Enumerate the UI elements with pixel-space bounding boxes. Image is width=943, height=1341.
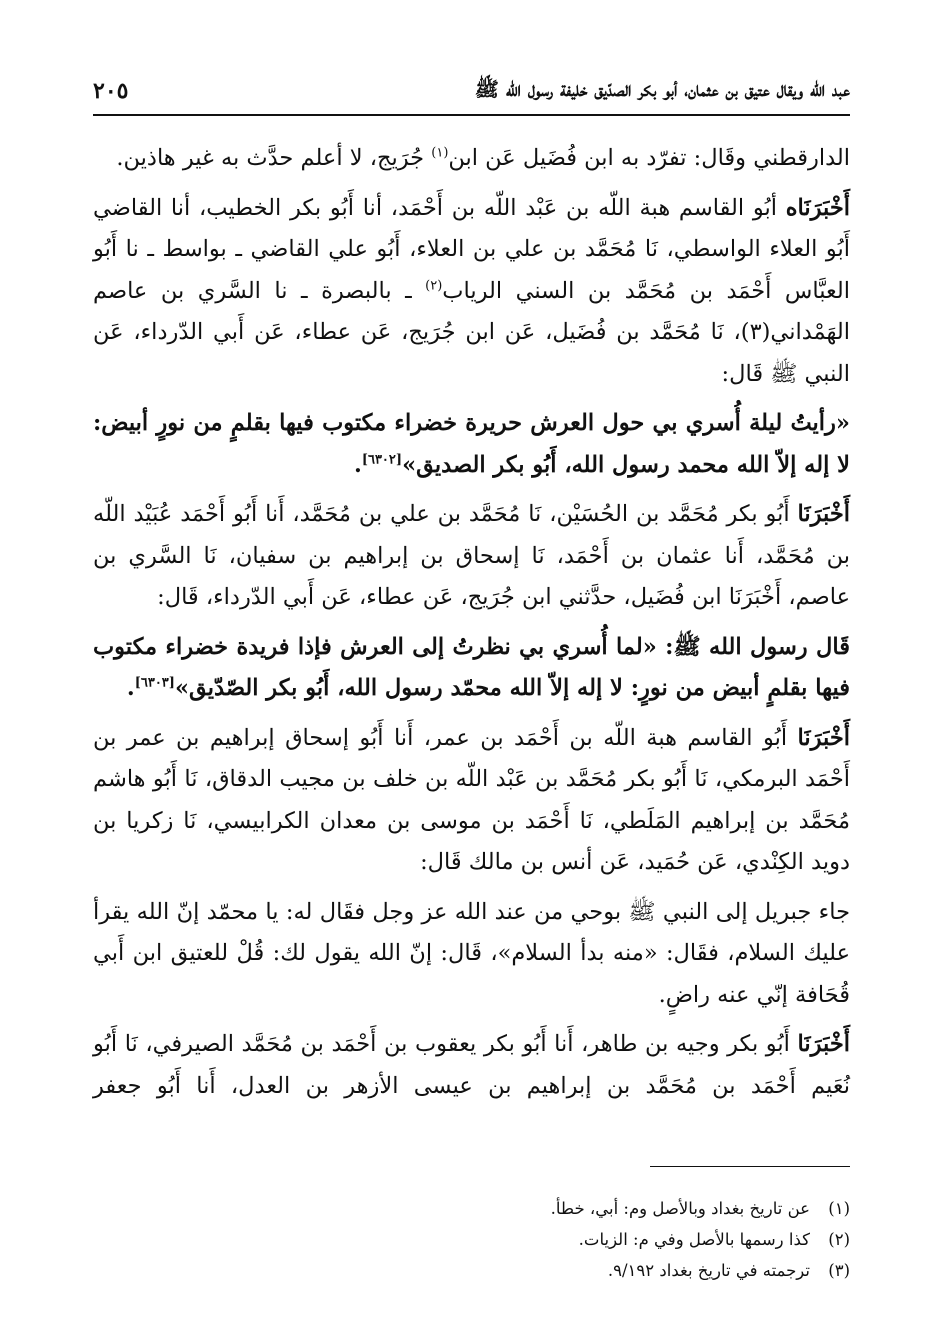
footnote xyxy=(93,1224,850,1255)
footnote-text: ترجمته في تاريخ بغداد ٩/١٩٢. xyxy=(607,1261,810,1280)
paragraph xyxy=(93,188,850,396)
footnote-text: كذا رسمها بالأصل وفي م: الزيات. xyxy=(578,1230,810,1249)
chain-lead-word: أَخْبَرَنَاه xyxy=(785,194,850,221)
hadith-quote xyxy=(93,403,850,486)
paragraph xyxy=(93,718,850,884)
paragraph-text: ـ بالبصرة ـ نا السَّري بن عاصم الهَمْداني(٣)، نَا مُحَمَّد بن فُضَيل، عَن ابن جُرَيج، عَن عطاء، عَن أَبي الدّرداء، عَن النبي ﷺ قَال: xyxy=(93,277,850,387)
chain-lead-word: أَخْبَرَنَا xyxy=(797,724,850,751)
footnote-marker: (١) xyxy=(431,145,449,161)
hadith-quote xyxy=(93,627,850,710)
paragraph-text: أَبُو بكر وجيه بن طاهر، أَنا أَبُو بكر يعقوب بن أَحْمَد بن مُحَمَّد الصيرفي، نَا أَبُو نُعَيم أَحْمَد بن مُحَمَّد بن إبراهيم بن عيسى الأزهر بن العدل، أَنا أَبُو جعفر xyxy=(93,1031,850,1099)
paragraph xyxy=(93,494,850,619)
paragraph-text: أبُو القاسم هبة اللّه بن عَبْد اللّه بن أَحْمَد، أنا أَبُو بكر الخطيب، أنا القاضي أَبُو العلاء الواسطي، نَا مُحَمَّد بن علي بن العلاء، أَبُو علي القاضي ـ بواسط ـ نا أَبُو العبَّاس أَحْمَد بن مُحَمَّد بن السني الرياب xyxy=(93,194,850,304)
chain-lead-word: أَخْبَرَنَا xyxy=(797,501,850,527)
hadith-number: [٦٣٠٢] xyxy=(361,452,403,467)
footnote-marker: (٢) xyxy=(425,278,443,293)
chain-lead-word: أَخْبَرَنَا xyxy=(797,1031,850,1057)
paragraph-text: . xyxy=(353,451,362,478)
running-title: عبد الله ويقال عتيق بن عثمان، أبو بكر الصدّيق خليفة رسول الله ﷺ xyxy=(474,76,850,101)
paragraph-text: قَال رسول الله ﷺ: «لما أُسري بي نظرتُ إلى العرش فإذا فريدة خضراء مكتوب فيها بقلمٍ أبيض من نورٍ: لا إله إلاّ الله محمّد رسول الله، أَبُو بكر الصّدّيق» xyxy=(93,633,850,701)
paragraph xyxy=(93,138,850,180)
footnotes xyxy=(93,1193,850,1286)
footnote-divider xyxy=(650,1166,850,1167)
footnote-number: (٢) xyxy=(828,1230,850,1249)
paragraph-text: جاء جبريل إلى النبي ﷺ بوحي من عند الله عز وجل فقَال له: يا محمّد إنّ الله يقرأ عليك السلام، فقَال: «منه بدأ السلام»، قَال: إنّ الله يقول لك: قُلْ للعتيق ابن أَبي قُحَافة إنّي عنه راضٍ. xyxy=(93,898,850,1008)
footnote-text: عن تاريخ بغداد وبالأصل وم: أبي، خطأ. xyxy=(550,1199,810,1218)
paragraph xyxy=(93,892,850,1017)
footnote xyxy=(93,1255,850,1286)
paragraph-text: جُرَيج، لا أعلم حدَّث به غير هاذين. xyxy=(116,145,432,171)
running-header xyxy=(93,68,850,116)
footnote-number: (١) xyxy=(828,1199,850,1218)
paragraph-text: أَبُو القاسم هبة اللّه بن أَحْمَد بن عمر، أَنا أَبُو إسحاق إبراهيم بن عمر بن أَحْمَد البرمكي، نَا أَبُو بكر مُحَمَّد بن عَبْد اللّه بن خلف بن مجيب الدقاق، نَا أَبُو هاشم مُحَمَّد بن إبراهيم المَلَطي، نَا أَحْمَد بن موسى بن معدان الكرابيسي، نَا زكريا بن دويد الكِنْدي، عَن حُمَيد، عَن أنس بن مالك قَال: xyxy=(93,724,850,875)
paragraph xyxy=(93,1024,850,1107)
paragraph-text: «رأيتُ ليلة أُسري بي حول العرش حريرة خضراء مكتوب فيها بقلمٍ من نورٍ أبيض: لا إله إلاّ الله محمد رسول الله، أَبُو بكر الصديق» xyxy=(93,410,850,478)
paragraph-text: . xyxy=(126,675,135,701)
page-number: ٢٠٥ xyxy=(93,78,129,104)
footnote xyxy=(93,1193,850,1224)
paragraph-text: الدارقطني وقَال: تفرّد به ابن فُضَيل عَن ابن xyxy=(448,145,850,171)
paragraph-text: أَبُو بكر مُحَمَّد بن الحُسَيْن، نَا مُحَمَّد بن علي بن مُحَمَّد، أَنا أَبُو أَحْمَد عُبَيْد اللّه بن مُحَمَّد، أَنا عثمان بن أَحْمَد، نَا إسحاق بن إبراهيم بن سفيان، نَا السَّري بن عاصم، أَخْبَرَنَا ابن فُضَيل، حدَّثني ابن جُرَيج، عَن عطاء، عَن أَبي الدّرداء، قَال: xyxy=(93,501,850,610)
hadith-number: [٦٣٠٣] xyxy=(134,675,175,691)
footnote-number: (٣) xyxy=(828,1261,850,1280)
main-text xyxy=(93,138,850,1115)
